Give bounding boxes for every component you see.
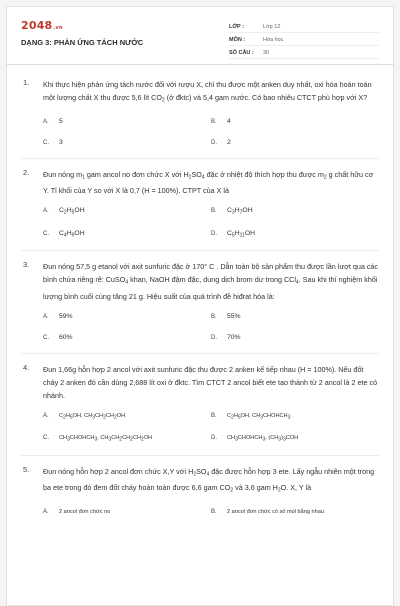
option-text: 5 [59, 117, 63, 125]
answer-options [43, 507, 379, 517]
option-letter: B. [211, 313, 217, 320]
subscript: 2 [161, 97, 165, 104]
text-run: SO [191, 169, 202, 179]
answer-option[interactable] [211, 229, 379, 241]
answer-options [43, 312, 379, 343]
text-run: H [65, 412, 70, 419]
option-letter: D. [211, 435, 217, 441]
subscript: 3 [287, 414, 291, 420]
text-run: COH [285, 435, 299, 441]
option-text [59, 206, 85, 218]
answer-option[interactable] [43, 206, 211, 218]
option-letter: B. [211, 508, 217, 515]
subscript: 2 [230, 487, 234, 494]
text-run: đặc được hỗn hợp 3 ete. Lấy ngẫu nhiên một trong ba ete trong đó đem đốt cháy hoàn toàn được 6,6 gam CO [43, 466, 375, 492]
text-run: H [233, 412, 238, 419]
text-run: gam ancol no đơn chức X với H [84, 169, 189, 179]
text-run: g chất hữu cơ Y. Tỉ khối của Y so với X là 0,7 (H = 100%). CTPT của X là [43, 169, 374, 195]
text-run: H [234, 229, 240, 237]
answer-option[interactable] [211, 206, 379, 218]
meta-value: Hóa học [263, 37, 284, 43]
text-run: OH [74, 207, 85, 214]
subscript: 11 [239, 232, 245, 238]
subscript: 2 [130, 436, 133, 443]
text-run: CH [227, 435, 236, 441]
subscript: 2 [63, 209, 67, 216]
question-text [43, 260, 379, 303]
question-text [43, 363, 379, 402]
question-text [43, 78, 379, 108]
answer-option[interactable] [43, 138, 211, 148]
text-run: . Sau khi thí nghiệm khối lượng bình cuối cùng tăng 21 g. Hiệu suất của quá trình đề hiđrat hóa là: [43, 275, 378, 301]
question-number: 1. [23, 78, 30, 87]
subscript: 2 [323, 174, 327, 180]
question-divider [21, 250, 379, 251]
meta-row-class [229, 20, 379, 33]
text-run: CH [105, 412, 114, 419]
subscript: 5 [71, 209, 75, 216]
subscript: 3 [94, 436, 98, 443]
subscript: 3 [108, 436, 112, 443]
subscript: 2 [103, 414, 106, 420]
answer-option[interactable] [43, 229, 211, 241]
option-text: 2 ancol đơn chức có số mol bằng nhau [227, 508, 324, 515]
option-text: 2 ancol đơn chức no [59, 508, 111, 515]
option-letter: C. [43, 139, 49, 146]
option-letter: D. [211, 139, 217, 146]
subscript: 2 [231, 414, 234, 420]
text-run: (ở đktc) và 5,4 gam nước. Có bao nhiêu CTCT phù hợp với X? [164, 93, 368, 102]
option-letter: C. [43, 435, 49, 441]
option-text [227, 433, 298, 445]
answer-option[interactable] [211, 333, 379, 343]
question-text [43, 168, 379, 198]
answer-option[interactable] [211, 507, 379, 517]
answer-option[interactable] [211, 411, 379, 423]
text-run: H [66, 229, 72, 237]
answer-option[interactable] [43, 507, 211, 517]
text-run: Đun 1,66g hỗn hợp 2 ancol với axit sunfuric đặc thu được 2 anken kế tiếp nhau (H = 100%). Nếu đốt cháy 2 anken đó cần dùng 2,688 lít oxi ở đktc. Tìm CTCT 2 ancol biết ete tạo thành từ 2 ancol là 2 ete có nhánh. [43, 364, 378, 400]
text-run: H [234, 207, 240, 214]
option-letter: A. [43, 508, 49, 515]
meta-value: 30 [263, 50, 270, 56]
meta-label: MÔN : [229, 37, 246, 43]
text-run: ) [281, 435, 283, 441]
text-run: O. X, Y là [280, 483, 312, 492]
option-letter: B. [211, 118, 217, 125]
question-item [21, 363, 379, 445]
text-run: C [227, 207, 232, 214]
answer-option[interactable] [211, 312, 379, 322]
subscript: 5 [69, 414, 73, 420]
subscript: 3 [278, 436, 282, 443]
text-run: OH [244, 229, 256, 237]
answer-option[interactable] [43, 411, 211, 423]
option-text [59, 411, 125, 423]
section-title: DẠNG 3: PHẢN ỨNG TÁCH NƯỚC [21, 38, 144, 47]
option-text: 70% [227, 333, 241, 341]
site-logo[interactable] [21, 19, 63, 32]
subscript: 5 [237, 414, 241, 420]
meta-info [229, 20, 379, 59]
option-text [59, 433, 152, 445]
text-run: C [59, 229, 64, 237]
subscript: 2 [193, 471, 197, 477]
text-run: và 3,6 gam H [233, 483, 278, 492]
option-text [227, 411, 290, 423]
option-text [59, 229, 85, 241]
option-text: 2 [227, 138, 231, 146]
text-run: C [59, 412, 64, 419]
text-run: OH [242, 207, 253, 214]
option-text: 3 [59, 138, 63, 146]
worksheet-header [7, 7, 393, 65]
text-run: CH [122, 435, 131, 441]
option-letter: D. [211, 230, 217, 237]
option-letter: C. [43, 334, 49, 341]
subscript: 9 [71, 232, 75, 238]
subscript: 2 [113, 414, 117, 420]
subscript: 3 [262, 436, 266, 443]
option-text: 60% [59, 333, 73, 341]
text-run: khan, NaOH đậm đặc, dung dịch brom dư trong CCl [128, 275, 296, 284]
answer-option[interactable] [43, 333, 211, 343]
meta-row-subject [229, 33, 379, 46]
subscript: 2 [141, 436, 144, 443]
answer-options [43, 117, 379, 148]
subscript: 2 [188, 174, 192, 180]
option-letter: D. [211, 334, 217, 341]
option-letter: A. [43, 313, 49, 320]
question-list [7, 65, 393, 517]
subscript: 7 [239, 209, 243, 216]
text-run: OH, CH [240, 412, 261, 419]
answer-option[interactable] [211, 117, 379, 127]
question-divider [21, 353, 379, 354]
subscript: 3 [67, 436, 70, 443]
answer-option[interactable] [43, 433, 211, 445]
text-run: OH, CH [72, 412, 93, 419]
answer-options [43, 411, 379, 445]
subscript: 3 [235, 436, 238, 443]
subscript: 5 [231, 232, 235, 238]
text-run: CH [132, 435, 142, 441]
option-text: 55% [227, 312, 241, 320]
text-run: CH [111, 435, 120, 441]
option-text [227, 229, 255, 241]
question-item [21, 168, 379, 241]
logo-main: 2048 [21, 19, 53, 32]
text-run: CHOHCH [263, 412, 288, 419]
question-number: 5. [23, 464, 30, 474]
text-run: CHOHCH [237, 435, 263, 441]
question-divider [21, 158, 379, 159]
meta-value: Lớp 12 [263, 24, 281, 30]
text-run: SO [196, 466, 207, 476]
subscript: 2 [63, 414, 66, 420]
option-letter: B. [211, 208, 217, 214]
subscript: 1 [82, 174, 85, 180]
question-number: 4. [23, 362, 30, 372]
meta-row-count [229, 46, 379, 59]
meta-label: LỚP : [229, 24, 244, 30]
subscript: 4 [201, 174, 205, 180]
question-item [21, 465, 379, 517]
option-text: 4 [227, 117, 231, 125]
subscript: 4 [125, 279, 129, 286]
option-letter: C. [43, 230, 49, 237]
subscript: 2 [119, 436, 123, 443]
text-run: đặc ở nhiệt độ thích hợp thu được m [204, 169, 324, 179]
subscript: 3 [260, 414, 264, 420]
question-item [21, 78, 379, 148]
text-run: , (CH [265, 435, 279, 441]
answer-option[interactable] [211, 138, 379, 148]
text-run: OH [74, 229, 85, 237]
text-run: Khi thực hiện phản ứng tách nước đối với rượu X, chỉ thu được một anken duy nhất, oxi hóa hoàn toàn một lượng chất X thu được 5,6 lít CO [43, 80, 372, 102]
text-run: CHOHCH [69, 435, 95, 441]
text-run: Đun nóng m [43, 169, 83, 179]
text-run: OH [116, 412, 126, 419]
text-run: C [227, 229, 232, 237]
subscript: 4 [206, 471, 210, 477]
subscript: 3 [231, 209, 235, 216]
text-run: CH [95, 412, 104, 419]
text-run: C [227, 412, 232, 419]
subscript: 4 [295, 279, 299, 286]
subscript: 3 [282, 436, 286, 443]
text-run: C [59, 207, 64, 214]
option-letter: B. [211, 412, 217, 419]
answer-option[interactable] [43, 312, 211, 322]
text-run: OH [143, 435, 153, 441]
option-letter: A. [43, 412, 49, 419]
worksheet-page [6, 6, 394, 606]
option-letter: A. [43, 118, 49, 125]
text-run: CH [59, 435, 68, 441]
logo-suffix: .vn [53, 25, 63, 31]
answer-option[interactable] [43, 117, 211, 127]
text-run: Đun nóng 57,5 g etanol với axit sunfuric đặc ở 170° C . Dẫn toàn bộ sản phẩm thu được lần lượt qua các bình chứa riêng rẽ: CuSO [43, 262, 379, 284]
option-text [227, 206, 253, 218]
answer-option[interactable] [211, 433, 379, 445]
subscript: 4 [63, 232, 67, 238]
text-run: H [66, 207, 72, 214]
question-number: 2. [23, 167, 30, 177]
subscript: 2 [277, 487, 281, 494]
question-divider [21, 455, 379, 456]
text-run: Đun nóng hỗn hợp 2 ancol đơn chức X,Y với H [43, 466, 194, 476]
meta-label: SỐ CÂU : [229, 50, 254, 56]
subscript: 3 [92, 414, 96, 420]
text-run: , CH [97, 435, 109, 441]
question-item [21, 260, 379, 343]
question-text [43, 465, 379, 498]
option-text: 59% [59, 312, 73, 320]
answer-options [43, 206, 379, 240]
question-number: 3. [23, 260, 30, 269]
option-letter: A. [43, 208, 49, 214]
